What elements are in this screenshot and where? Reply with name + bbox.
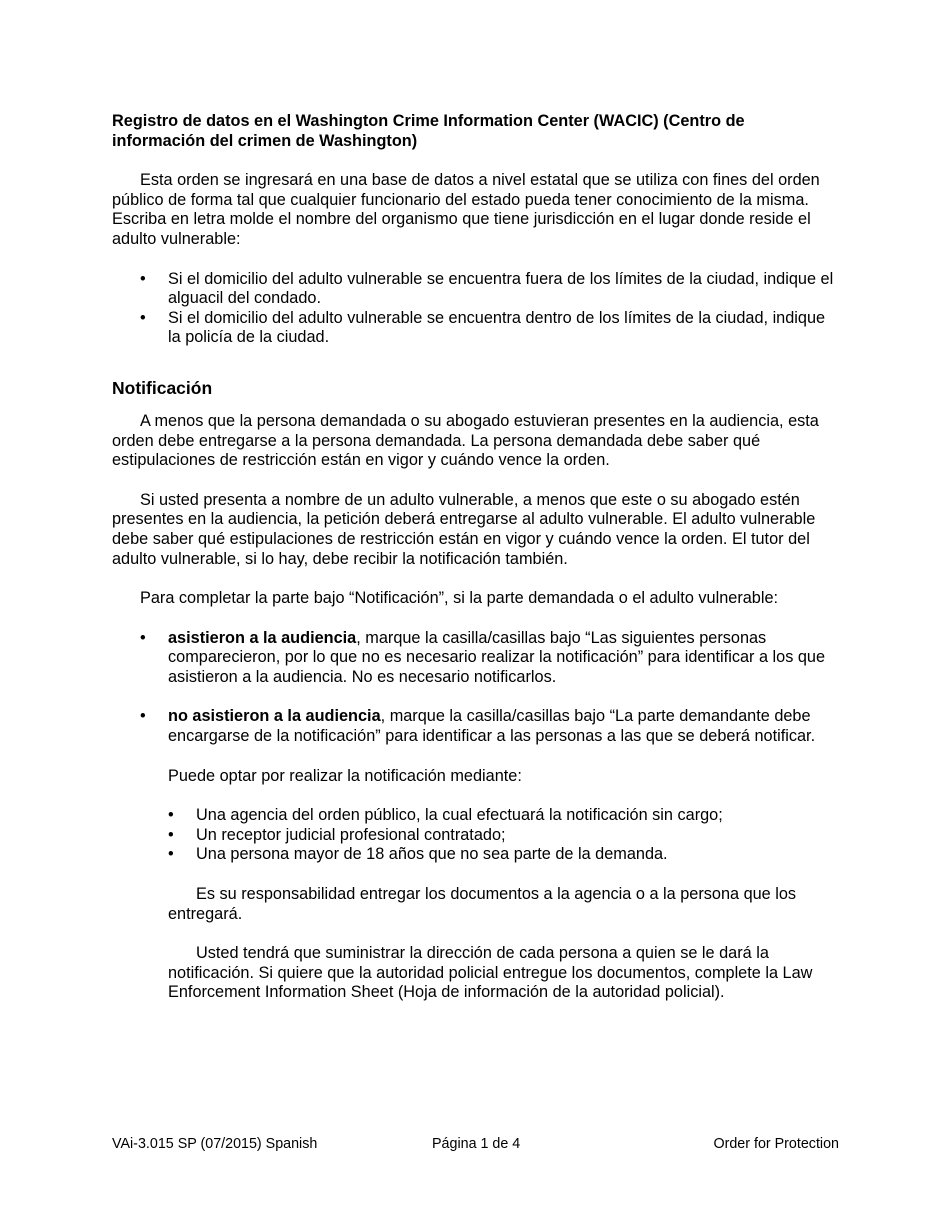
bullet-icon: • <box>140 628 146 647</box>
list-item: • Un receptor judicial profesional contratado; <box>168 825 506 844</box>
section-title-wacic: Registro de datos en el Washington Crime Information Center (WACIC) (Centro de información del crimen de Washington) <box>112 112 745 150</box>
notification-paragraph-2: Si usted presenta a nombre de un adulto vulnerable, a menos que este o su abogado estén presentes en la audiencia, la petición deberá entregarse al adulto vulnerable. El adulto vulnerable debe saber qué estipulaciones de restricción están en vigor y cuándo vence la orden. El tutor del adulto vulnerable, si lo hay, debe recibir la notificación también. <box>112 490 816 568</box>
address-note-paragraph: Usted tendrá que suministrar la dirección de cada persona a quien se le dará la notificación. Si quiere que la autoridad policial entregue los documentos, complete la Law Enforcement Information Sheet (Hoja de información de la autoridad policial). <box>168 944 813 1002</box>
list-item: • Si el domicilio del adulto vulnerable se encuentra fuera de los límites de la ciudad, indique el alguacil del condado. <box>140 269 834 308</box>
responsibility-paragraph: Es su responsabilidad entregar los documentos a la agencia o a la persona que los entregará. <box>168 885 797 923</box>
bullet-icon: • <box>168 806 174 825</box>
attendance-list <box>112 629 842 747</box>
list-item: • Una persona mayor de 18 años que no sea parte de la demanda. <box>168 845 668 864</box>
notification-paragraph-3: Para completar la parte bajo “Notificación”, si la parte demandada o el adulto vulnerable: <box>140 589 779 608</box>
bullet-icon: • <box>140 269 146 288</box>
intro-paragraph: Esta orden se ingresará en una base de datos a nivel estatal que se utiliza con fines del orden público de forma tal que cualquier funcionario del estado pueda tener conocimiento de la misma. Escriba en letra molde el nombre del organismo que tiene jurisdicción en el lugar donde reside el adulto vulnerable: <box>112 171 820 248</box>
bullet-icon: • <box>168 845 174 864</box>
bullet-icon: • <box>168 825 174 844</box>
form-id: VAi-3.015 SP (07/2015) Spanish <box>112 1136 318 1152</box>
notification-paragraph-1: A menos que la persona demandada o su abogado estuvieran presentes en la audiencia, esta orden debe entregarse a la persona demandada. La persona demandada debe saber qué estipulaciones de restricción están en vigor y cuándo vence la orden. <box>112 411 819 470</box>
options-intro: Puede optar por realizar la notificación mediante: <box>168 766 522 785</box>
service-options-list <box>168 806 842 865</box>
bullet-icon: • <box>140 308 146 327</box>
list-item: • Si el domicilio del adulto vulnerable se encuentra dentro de los límites de la ciudad, indique la policía de la ciudad. <box>140 308 826 347</box>
list-item-not-attended: • no asistieron a la audiencia, marque la casilla/casillas bajo “La parte demandante debe encargarse de la notificación” para identificar a las personas a las que se deberá notificar. <box>140 707 816 746</box>
list-item: • Una agencia del orden público, la cual efectuará la notificación sin cargo; <box>168 806 723 825</box>
notification-heading: Notificación <box>112 377 213 398</box>
bullet-icon: • <box>140 707 146 726</box>
page-number: Página 1 de 4 <box>432 1136 521 1152</box>
document-page <box>112 112 842 1003</box>
document-title: Order for Protection <box>713 1136 839 1152</box>
service-options-block <box>112 767 842 1003</box>
jurisdiction-list <box>112 270 842 348</box>
list-item-attended: • asistieron a la audiencia, marque la casilla/casillas bajo “Las siguientes personas comparecieron, por lo que no es necesario realizar la notificación” para identificar a los que asistieron a la audiencia. No es necesario notificarlos. <box>140 628 826 686</box>
